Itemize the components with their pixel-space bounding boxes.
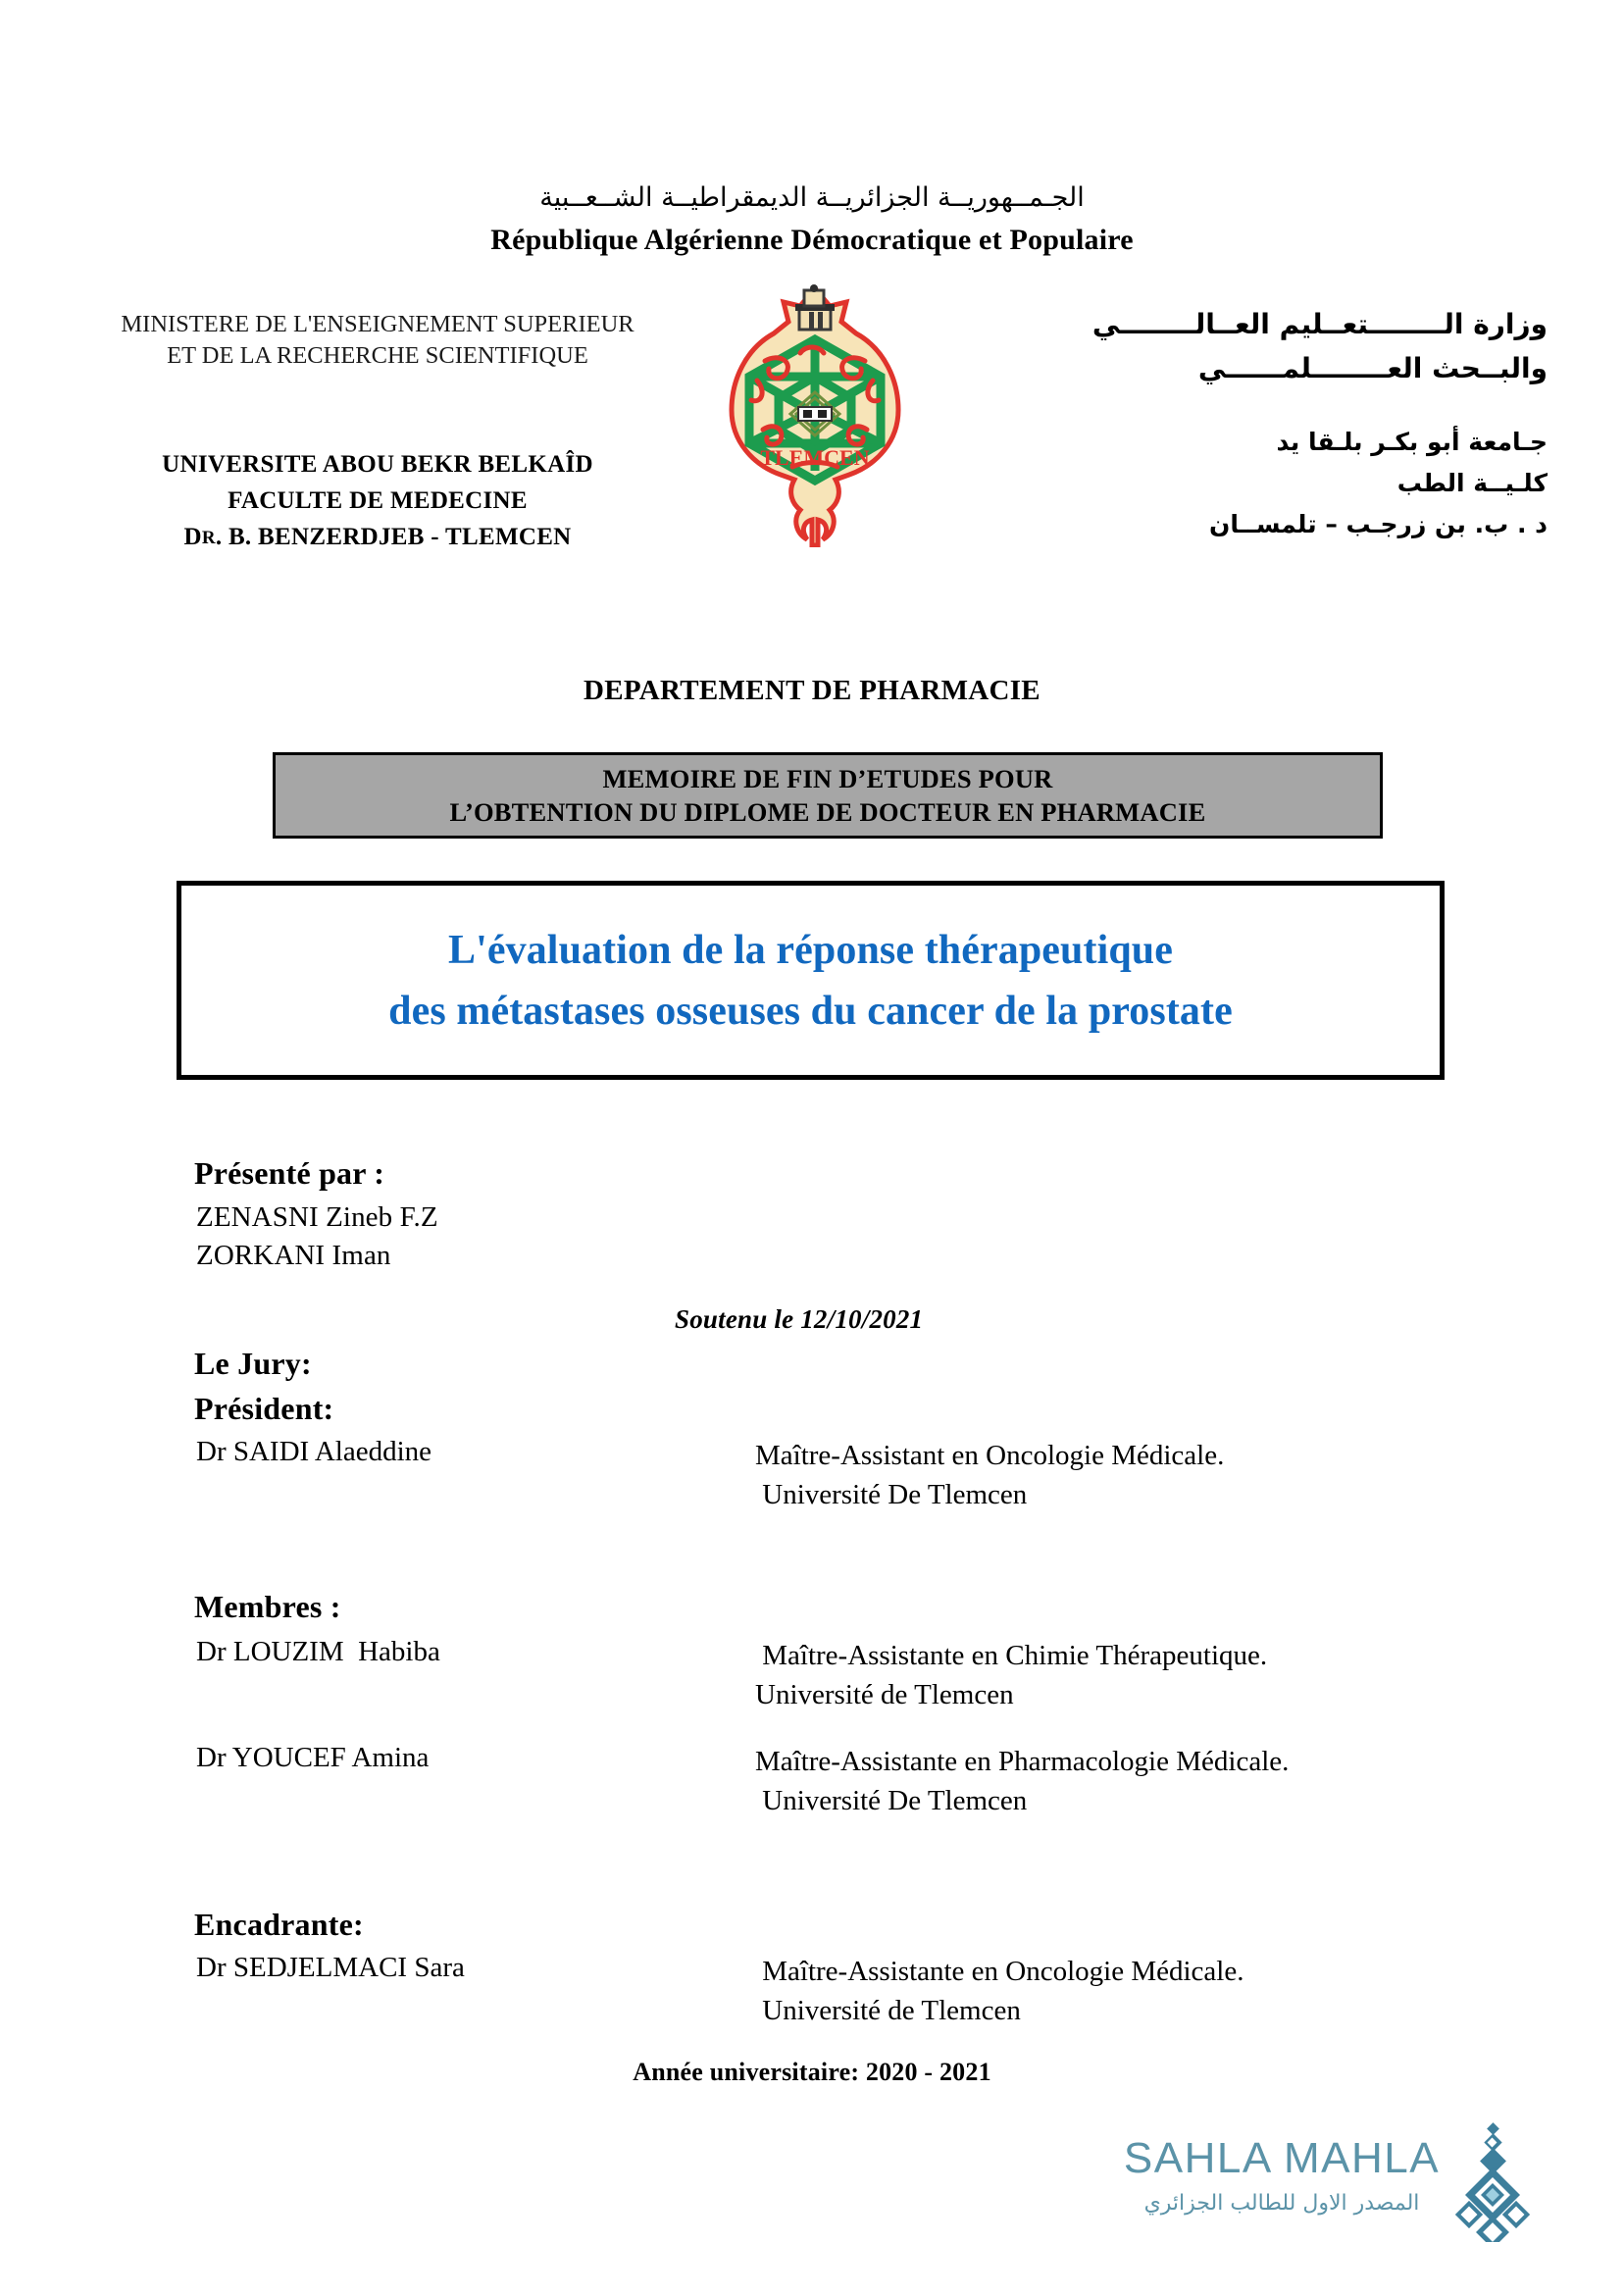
defense-date: Soutenu le 12/10/2021 bbox=[675, 1304, 924, 1334]
diploma-banner bbox=[273, 752, 1383, 839]
president-role-text: Maître-Assistant en Oncologie Médicale. bbox=[755, 1440, 1225, 1471]
president-affiliation: Université De Tlemcen bbox=[755, 1479, 1028, 1510]
header-french-republic: République Algérienne Démocratique et Populaire bbox=[490, 224, 1134, 256]
member-1-name: Dr LOUZIM Habiba bbox=[196, 1636, 440, 1667]
university-tlemcen-emblem-icon bbox=[728, 282, 902, 547]
supervisor-affiliation: Université de Tlemcen bbox=[755, 1995, 1021, 2026]
arabic-university-line-3: د . ب. بن زرجـب – تلمســان bbox=[1209, 510, 1548, 538]
diploma-banner-line-2: L’OBTENTION DU DIPLOME DE DOCTEUR EN PHARMACIE bbox=[449, 797, 1206, 827]
president-role bbox=[755, 1436, 1224, 1514]
university-line-3 bbox=[69, 519, 686, 556]
member-2-name: Dr YOUCEF Amina bbox=[196, 1742, 430, 1773]
emblem-wordmark: TLEMCEN bbox=[760, 445, 870, 470]
department-title: DEPARTEMENT DE PHARMACIE bbox=[584, 675, 1040, 706]
university-line-1: UNIVERSITE ABOU BEKR BELKAÎD bbox=[162, 451, 593, 478]
arabic-university-block bbox=[1087, 422, 1548, 545]
member-1-role bbox=[755, 1636, 1267, 1714]
member-1-role-text: Maître-Assistante en Chimie Thérapeutique. bbox=[755, 1640, 1268, 1671]
supervisor-role-text: Maître-Assistante en Oncologie Médicale. bbox=[755, 1956, 1244, 1987]
ministry-line-1: MINISTERE DE L'ENSEIGNEMENT SUPERIEUR bbox=[121, 311, 634, 337]
member-2-role bbox=[755, 1742, 1289, 1820]
jury-heading: Le Jury: bbox=[194, 1346, 312, 1381]
member-2-role-text: Maître-Assistante en Pharmacologie Médicale. bbox=[755, 1746, 1290, 1777]
watermark-brand: SAHLA MAHLA bbox=[1123, 2134, 1441, 2182]
university-line-3-rest: . B. BENZERDJEB - TLEMCEN bbox=[215, 524, 572, 550]
author-1: ZENASNI Zineb F.Z bbox=[196, 1201, 438, 1233]
supervisor-role bbox=[755, 1952, 1243, 2030]
academic-year: Année universitaire: 2020 - 2021 bbox=[633, 2058, 991, 2086]
watermark-tagline: المصدر الاول للطالب الجزائري bbox=[1143, 2191, 1420, 2216]
author-2: ZORKANI Iman bbox=[196, 1240, 391, 1271]
sahla-mahla-watermark bbox=[1106, 2130, 1528, 2258]
thesis-title-box bbox=[177, 881, 1445, 1080]
ministry-block bbox=[69, 309, 686, 372]
arabic-university-line-2: كلـيــة الطب bbox=[1396, 469, 1548, 497]
university-line-3-prefix: D bbox=[183, 524, 202, 550]
arabic-ministry-line-1: وزارة الــــــــتعــليم العــالــــــــي bbox=[1091, 308, 1548, 340]
member-2-affiliation: Université De Tlemcen bbox=[755, 1785, 1028, 1816]
diamond-ornament-icon bbox=[1451, 2122, 1536, 2242]
member-1-affiliation: Université de Tlemcen bbox=[755, 1679, 1014, 1710]
arabic-ministry-block bbox=[1087, 302, 1548, 390]
president-name: Dr SAIDI Alaeddine bbox=[196, 1436, 432, 1467]
supervisor-name: Dr SEDJELMACI Sara bbox=[196, 1952, 465, 1983]
university-line-2: FACULTE DE MEDECINE bbox=[228, 487, 528, 514]
university-block bbox=[69, 446, 686, 556]
president-heading: Président: bbox=[194, 1391, 334, 1426]
ministry-line-2: ET DE LA RECHERCHE SCIENTIFIQUE bbox=[167, 342, 588, 369]
arabic-ministry-line-2: والبــحث العــــــــلمــــــي bbox=[1197, 352, 1548, 384]
arabic-university-line-1: جـامعة أبو بكـر بلـقا يد bbox=[1276, 428, 1548, 456]
supervisor-heading: Encadrante: bbox=[194, 1907, 364, 1942]
members-heading: Membres : bbox=[194, 1589, 341, 1624]
university-line-3-smallcap: R bbox=[201, 528, 216, 548]
diploma-banner-line-1: MEMOIRE DE FIN D’ETUDES POUR bbox=[602, 764, 1053, 793]
thesis-title-line-1: L'évaluation de la réponse thérapeutique bbox=[447, 927, 1174, 973]
header-arabic-republic: الجـمــهوريــة الجزائريــة الديمقراطيــة الشــعــبية bbox=[539, 182, 1085, 213]
presented-by-heading: Présenté par : bbox=[194, 1155, 385, 1191]
thesis-title-line-2: des métastases osseuses du cancer de la prostate bbox=[388, 988, 1233, 1034]
